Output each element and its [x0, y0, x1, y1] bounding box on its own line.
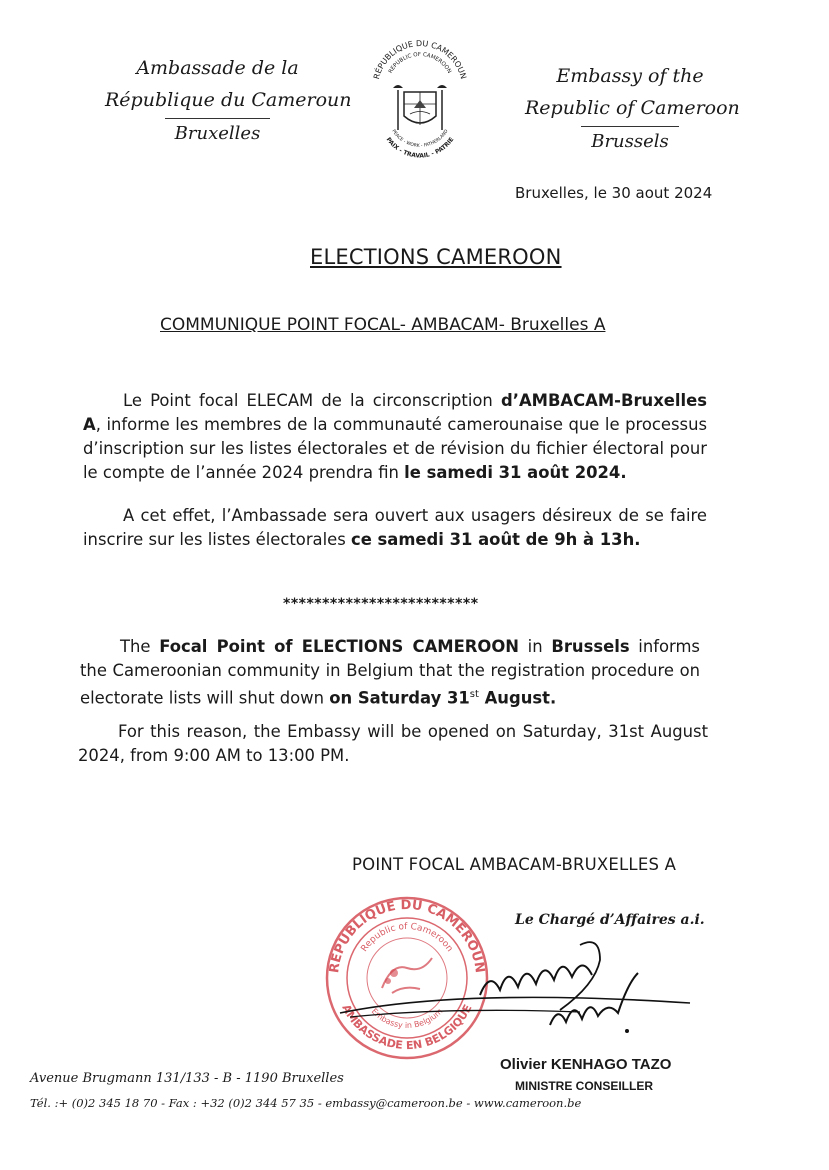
paragraph-fr-1 [83, 389, 707, 485]
paragraph-en-1 [80, 635, 700, 710]
header-left-line1: Ambassade de la [136, 57, 299, 79]
header-right [525, 60, 740, 157]
p4-text: For this reason, the Embassy will be opened on Saturday, 31st August 2024, from 9:00 AM to 13:00 PM. [78, 722, 708, 765]
p3-text-c: in [518, 637, 552, 656]
crest-sub-text: REPUBLIC OF CAMEROON [387, 51, 453, 75]
p1-bold-constituency: d’AMBACAM-Bruxelles A [83, 391, 707, 434]
header-right-city: Brussels [581, 126, 679, 157]
paragraph-en-2 [78, 720, 708, 768]
paragraph-fr-2 [83, 504, 707, 552]
stamp-inner-text: Republic of Cameroon [359, 921, 455, 954]
focal-point-signoff: POINT FOCAL AMBACAM-BRUXELLES A [352, 855, 677, 874]
crest-top-text: RÉPUBLIQUE DU CAMEROUN [372, 38, 468, 81]
signatory-role: MINISTRE CONSEILLER [515, 1079, 654, 1093]
p3-bold-date: on Saturday 31 [329, 688, 470, 708]
p2-bold-time: ce samedi 31 août de 9h à 13h. [351, 530, 641, 549]
stamp-bottom-text: AMBASSADE EN BELGIQUE [339, 1002, 475, 1053]
document-title: ELECTIONS CAMEROON [310, 245, 562, 269]
p3-bold-month: August. [478, 688, 557, 708]
stamp-outer-text: REPUBLIQUE DU CAMEROUN [327, 897, 487, 974]
header-left-line2: République du Cameroun [105, 89, 352, 111]
footer-contact: Tél. :+ (0)2 345 18 70 - Fax : +32 (0)2 344 57 35 - embassy@cameroon.be - www.cameroon.be [30, 1096, 582, 1110]
document-subtitle: COMMUNIQUE POINT FOCAL- AMBACAM- Bruxelles A [160, 315, 606, 335]
header-left-city: Bruxelles [165, 118, 271, 149]
header-right-line2: Republic of Cameroon [525, 97, 740, 119]
signatory-name: Olivier KENHAGO TAZO [500, 1056, 672, 1073]
header-left [105, 52, 352, 149]
header-right-line1: Embassy of the [556, 65, 704, 87]
stamp-bottom-inner-text: Embassy in Belgium [369, 1006, 445, 1031]
charge-affaires-title: Le Chargé d’Affaires a.i. [515, 912, 705, 928]
separator-stars: ************************* [283, 596, 479, 612]
crest-motto-fr: PAIX - TRAVAIL - PATRIE [384, 136, 456, 160]
p1-bold-date: le samedi 31 août 2024. [404, 463, 627, 482]
p3-bold-city: Brussels [551, 637, 630, 656]
crest-motto-en: PEACE - WORK - FATHERLAND [390, 129, 450, 149]
footer-address: Avenue Brugmann 131/133 - B - 1190 Bruxelles [30, 1071, 344, 1086]
document-date: Bruxelles, le 30 aout 2024 [515, 184, 713, 202]
p2-text-a: A cet effet, l’Ambassade sera ouvert aux usagers désireux de se faire inscrire sur les listes électorales [83, 506, 707, 549]
p3-text-a: The [120, 637, 160, 656]
p1-text-c: , informe les membres de la communauté camerounaise que le processus d’inscription sur les listes électorales et de révision du fichier électoral pour le compte de l’année 2024 prendra fin [83, 415, 707, 482]
p3-text-e: informs the Cameroonian community in Belgium that the registration procedure on electorate lists will shut down [80, 637, 700, 708]
p1-text-a: Le Point focal ELECAM de la circonscription [123, 391, 501, 410]
coat-of-arms-icon [360, 30, 480, 160]
handwritten-signature-icon [330, 935, 700, 1045]
svg-text:REPUBLIC OF CAMEROON [388, 52, 452, 75]
p3-date-suffix: st [469, 689, 479, 700]
p3-bold-focal: Focal Point of ELECTIONS CAMEROON [159, 637, 519, 656]
svg-text:RÉPUBLIQUE DU CAMEROUN [372, 39, 468, 80]
